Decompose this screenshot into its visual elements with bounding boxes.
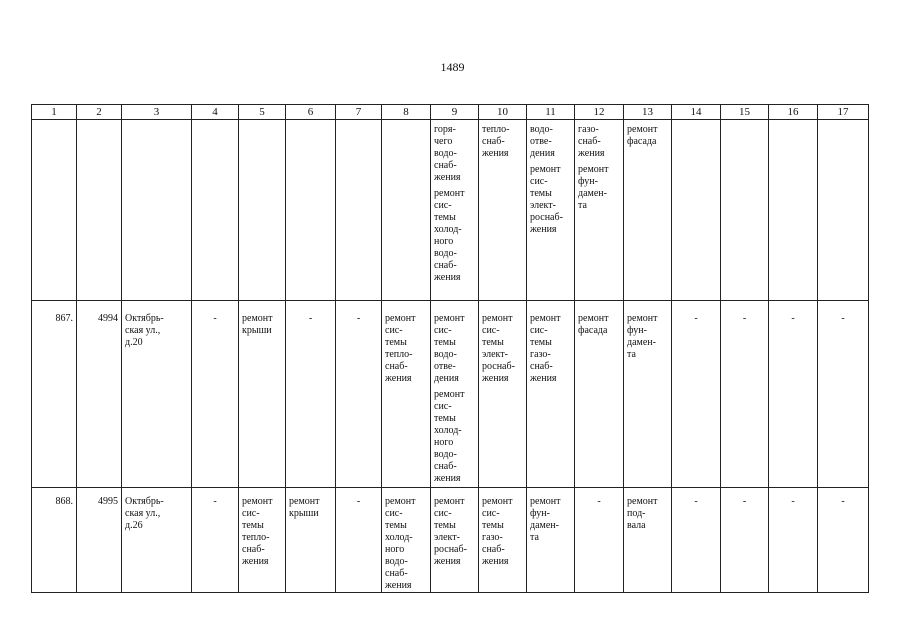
work-cell — [431, 301, 479, 488]
text-line: ская ул., — [125, 325, 161, 336]
text-line: ного — [434, 236, 454, 247]
column-number: 14 — [672, 105, 721, 120]
text-line: жения — [434, 172, 461, 183]
text-line: жения — [242, 556, 269, 567]
text-line: крыши — [242, 325, 272, 336]
dash-cell: - — [672, 488, 721, 593]
empty-cell — [239, 120, 286, 301]
text-line: темы — [242, 520, 264, 531]
dash-cell: - — [575, 488, 624, 593]
work-item — [385, 313, 427, 385]
work-cell — [286, 488, 336, 593]
text-line: дамен- — [627, 337, 656, 348]
text-line: тепло- — [385, 349, 413, 360]
work-item — [385, 496, 427, 592]
work-cell — [479, 488, 527, 593]
text-line: снаб- — [482, 544, 505, 555]
text-line: ремонт — [482, 313, 513, 324]
text-line: холод- — [434, 224, 462, 235]
text-line: снаб- — [434, 160, 457, 171]
text-line: ремонт — [434, 313, 465, 324]
text-line: жения — [482, 148, 509, 159]
dash-cell: - — [818, 301, 869, 488]
work-item — [242, 496, 282, 568]
text-line: тепло- — [242, 532, 270, 543]
text-line: ремонт — [578, 313, 609, 324]
text-line: жения — [530, 224, 557, 235]
text-line: водо- — [434, 148, 457, 159]
text-line: ремонт — [242, 313, 273, 324]
column-number: 7 — [336, 105, 382, 120]
text-line: фасада — [627, 136, 657, 147]
text-line: газо- — [578, 124, 599, 135]
column-number: 1 — [32, 105, 77, 120]
dash-cell: - — [769, 488, 818, 593]
column-number: 12 — [575, 105, 624, 120]
text-line: чего — [434, 136, 453, 147]
text-line: жения — [434, 473, 461, 484]
work-item — [434, 496, 475, 568]
work-item — [434, 124, 475, 184]
work-item — [530, 124, 571, 160]
empty-cell — [77, 120, 122, 301]
text-line: элект- — [434, 532, 460, 543]
repair-schedule-table — [31, 104, 869, 593]
text-line: темы — [530, 337, 552, 348]
text-line: роснаб- — [434, 544, 467, 555]
column-number-row — [32, 105, 869, 120]
text-line: дения — [434, 373, 459, 384]
text-line: фун- — [530, 508, 550, 519]
text-line: жения — [434, 272, 461, 283]
text-line: темы — [482, 337, 504, 348]
work-item — [482, 313, 523, 385]
column-number: 15 — [721, 105, 769, 120]
text-line: ремонт — [530, 313, 561, 324]
empty-cell — [286, 120, 336, 301]
text-line: отве- — [530, 136, 552, 147]
empty-cell — [32, 120, 77, 301]
row-number: 868. — [32, 488, 77, 593]
work-cell — [527, 488, 575, 593]
dash-cell: - — [818, 488, 869, 593]
address-cell — [122, 488, 192, 593]
address-text — [125, 496, 188, 532]
text-line: снаб- — [434, 461, 457, 472]
work-cell — [527, 301, 575, 488]
work-item — [434, 313, 475, 385]
text-line: сис- — [434, 325, 452, 336]
table-row — [32, 488, 869, 593]
dash-cell: - — [192, 301, 239, 488]
work-cell — [382, 488, 431, 593]
building-code: 4994 — [77, 301, 122, 488]
text-line: снаб- — [434, 260, 457, 271]
column-number: 5 — [239, 105, 286, 120]
text-line: ремонт — [627, 313, 658, 324]
work-item — [627, 313, 668, 361]
empty-cell — [382, 120, 431, 301]
empty-cell — [769, 120, 818, 301]
dash-cell: - — [336, 301, 382, 488]
work-cell — [575, 120, 624, 301]
text-line: жения — [385, 373, 412, 384]
text-line: фасада — [578, 325, 608, 336]
text-line: ремонт — [482, 496, 513, 507]
text-line: дения — [530, 148, 555, 159]
text-line: сис- — [242, 508, 260, 519]
text-line: ремонт — [627, 496, 658, 507]
text-line: ремонт — [385, 313, 416, 324]
text-line: ремонт — [289, 496, 320, 507]
text-line: отве- — [434, 361, 456, 372]
text-line: жения — [482, 373, 509, 384]
text-line: ремонт — [627, 124, 658, 135]
work-item — [578, 124, 620, 160]
text-line: темы — [434, 337, 456, 348]
work-item — [482, 496, 523, 568]
text-line: тепло- — [482, 124, 510, 135]
text-line: холод- — [434, 425, 462, 436]
text-line: сис- — [434, 401, 452, 412]
text-line: снаб- — [385, 361, 408, 372]
text-line: ного — [434, 437, 454, 448]
work-cell — [527, 120, 575, 301]
text-line: ного — [385, 544, 405, 555]
continuation-row — [32, 120, 869, 301]
work-item — [434, 188, 475, 284]
text-line: элект- — [482, 349, 508, 360]
empty-cell — [672, 120, 721, 301]
dash-cell: - — [336, 488, 382, 593]
text-line: та — [530, 532, 539, 543]
text-line: дамен- — [578, 188, 607, 199]
empty-cell — [721, 120, 769, 301]
empty-cell — [122, 120, 192, 301]
page-number: 1489 — [440, 60, 465, 74]
text-line: фун- — [578, 176, 598, 187]
text-line: д.26 — [125, 520, 143, 531]
text-line: жения — [385, 580, 412, 591]
text-line: жения — [434, 556, 461, 567]
work-item — [578, 164, 620, 212]
table-row — [32, 301, 869, 488]
work-cell — [479, 120, 527, 301]
row-number: 867. — [32, 301, 77, 488]
text-line: темы — [434, 520, 456, 531]
text-line: сис- — [530, 325, 548, 336]
text-line: темы — [385, 337, 407, 348]
work-item — [530, 496, 571, 544]
column-number: 11 — [527, 105, 575, 120]
empty-cell — [192, 120, 239, 301]
text-line: снаб- — [482, 136, 505, 147]
work-item — [482, 124, 523, 160]
text-line: сис- — [434, 508, 452, 519]
text-line: сис- — [482, 325, 500, 336]
work-cell — [624, 120, 672, 301]
text-line: сис- — [385, 325, 403, 336]
text-line: сис- — [482, 508, 500, 519]
text-line: сис- — [530, 176, 548, 187]
work-item — [434, 389, 475, 485]
text-line: ская ул., — [125, 508, 161, 519]
work-cell — [624, 488, 672, 593]
work-cell — [239, 301, 286, 488]
column-number: 13 — [624, 105, 672, 120]
text-line: ремонт — [385, 496, 416, 507]
text-line: вала — [627, 520, 646, 531]
text-line: д.20 — [125, 337, 143, 348]
text-line: под- — [627, 508, 646, 519]
dash-cell: - — [721, 488, 769, 593]
dash-cell: - — [721, 301, 769, 488]
dash-cell: - — [286, 301, 336, 488]
text-line: жения — [578, 148, 605, 159]
column-number: 4 — [192, 105, 239, 120]
text-line: жения — [482, 556, 509, 567]
work-cell — [479, 301, 527, 488]
column-number: 16 — [769, 105, 818, 120]
text-line: ремонт — [434, 389, 465, 400]
text-line: темы — [482, 520, 504, 531]
work-item — [242, 313, 282, 337]
dash-cell: - — [769, 301, 818, 488]
column-number: 9 — [431, 105, 479, 120]
text-line: водо- — [530, 124, 553, 135]
empty-cell — [818, 120, 869, 301]
text-line: дамен- — [530, 520, 559, 531]
text-line: Октябрь- — [125, 496, 164, 507]
text-line: темы — [530, 188, 552, 199]
text-line: водо- — [434, 349, 457, 360]
work-item — [627, 496, 668, 532]
text-line: ремонт — [434, 496, 465, 507]
text-line: ремонт — [578, 164, 609, 175]
text-line: фун- — [627, 325, 647, 336]
dash-cell: - — [192, 488, 239, 593]
text-line: водо- — [434, 248, 457, 259]
column-number: 8 — [382, 105, 431, 120]
text-line: снаб- — [530, 361, 553, 372]
building-code: 4995 — [77, 488, 122, 593]
work-item — [530, 164, 571, 236]
text-line: снаб- — [242, 544, 265, 555]
work-cell — [575, 301, 624, 488]
text-line: газо- — [482, 532, 503, 543]
text-line: та — [578, 200, 587, 211]
text-line: снаб- — [578, 136, 601, 147]
text-line: роснаб- — [530, 212, 563, 223]
text-line: та — [627, 349, 636, 360]
text-line: ремонт — [530, 496, 561, 507]
text-line: водо- — [385, 556, 408, 567]
empty-cell — [336, 120, 382, 301]
address-cell — [122, 301, 192, 488]
text-line: газо- — [530, 349, 551, 360]
work-cell — [239, 488, 286, 593]
address-text — [125, 313, 188, 349]
text-line: сис- — [434, 200, 452, 211]
text-line: горя- — [434, 124, 456, 135]
column-number: 3 — [122, 105, 192, 120]
text-line: темы — [434, 413, 456, 424]
text-line: элект- — [530, 200, 556, 211]
text-line: темы — [385, 520, 407, 531]
text-line: ремонт — [434, 188, 465, 199]
work-cell — [431, 120, 479, 301]
work-item — [289, 496, 332, 520]
work-item — [627, 124, 668, 148]
text-line: ремонт — [242, 496, 273, 507]
column-number: 10 — [479, 105, 527, 120]
text-line: сис- — [385, 508, 403, 519]
column-number: 6 — [286, 105, 336, 120]
column-number: 2 — [77, 105, 122, 120]
column-number: 17 — [818, 105, 869, 120]
work-cell — [431, 488, 479, 593]
work-item — [530, 313, 571, 385]
text-line: роснаб- — [482, 361, 515, 372]
text-line: снаб- — [385, 568, 408, 579]
dash-cell: - — [672, 301, 721, 488]
work-cell — [624, 301, 672, 488]
text-line: холод- — [385, 532, 413, 543]
text-line: водо- — [434, 449, 457, 460]
text-line: жения — [530, 373, 557, 384]
work-cell — [382, 301, 431, 488]
text-line: темы — [434, 212, 456, 223]
work-item — [578, 313, 620, 337]
text-line: ремонт — [530, 164, 561, 175]
text-line: крыши — [289, 508, 319, 519]
text-line: Октябрь- — [125, 313, 164, 324]
